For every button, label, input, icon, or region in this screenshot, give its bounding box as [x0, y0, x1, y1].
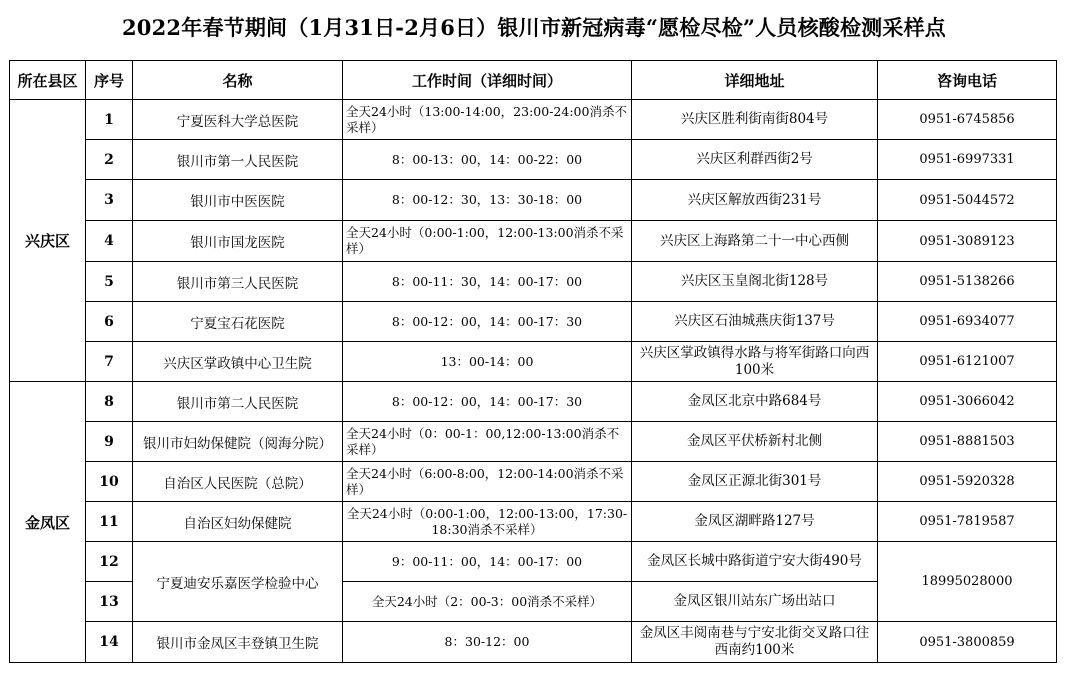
row-index: 2 — [86, 140, 133, 180]
table-row — [10, 342, 1057, 382]
work-time: 8：00-12：00，14：00-17：30 — [343, 382, 632, 422]
table-row — [10, 462, 1057, 502]
site-name: 银川市第二人民医院 — [133, 382, 343, 422]
row-index: 10 — [86, 462, 133, 502]
table-row — [10, 422, 1057, 462]
header-county: 所在县区 — [10, 61, 86, 100]
site-address: 兴庆区胜利街南街804号 — [632, 100, 878, 140]
work-time: 8：00-13：00，14：00-22：00 — [343, 140, 632, 180]
site-name: 银川市中医医院 — [133, 180, 343, 221]
phone-number: 0951-6745856 — [878, 100, 1057, 140]
site-name: 银川市金凤区丰登镇卫生院 — [133, 622, 343, 663]
table-row — [10, 221, 1057, 262]
site-address: 金凤区丰阅南巷与宁安北街交叉路口往西南约100米 — [632, 622, 878, 663]
phone-number: 0951-8881503 — [878, 422, 1057, 462]
site-name: 自治区人民医院（总院） — [133, 462, 343, 502]
site-address: 兴庆区石油城燕庆街137号 — [632, 302, 878, 342]
row-index: 11 — [86, 502, 133, 542]
work-time: 13：00-14：00 — [343, 342, 632, 382]
work-time: 全天24小时（0：00-1：00,12:00-13:00消杀不采样） — [343, 422, 632, 462]
site-name: 自治区妇幼保健院 — [133, 502, 343, 542]
site-address: 金凤区北京中路684号 — [632, 382, 878, 422]
row-index: 14 — [86, 622, 133, 663]
work-time: 全天24小时（2：00-3：00消杀不采样） — [343, 582, 632, 622]
phone-number: 0951-5044572 — [878, 180, 1057, 221]
row-index: 4 — [86, 221, 133, 262]
site-name: 银川市妇幼保健院（阅海分院） — [133, 422, 343, 462]
row-index: 9 — [86, 422, 133, 462]
site-address: 金凤区正源北街301号 — [632, 462, 878, 502]
work-time: 8：30-12：00 — [343, 622, 632, 663]
work-time: 8：00-11：30，14：00-17：00 — [343, 262, 632, 302]
phone-number: 0951-3066042 — [878, 382, 1057, 422]
header-name: 名称 — [133, 61, 343, 100]
site-name: 银川市第一人民医院 — [133, 140, 343, 180]
county-cell-xingqing: 兴庆区 — [10, 100, 86, 382]
phone-number: 0951-6997331 — [878, 140, 1057, 180]
table-row — [10, 622, 1057, 663]
table-row — [10, 180, 1057, 221]
table-row — [10, 542, 1057, 582]
page-title: 2022年春节期间（1月31日-2月6日）银川市新冠病毒“愿检尽检”人员核酸检测采样点 — [122, 15, 946, 40]
row-index: 1 — [86, 100, 133, 140]
row-index: 12 — [86, 542, 133, 582]
site-address: 金凤区湖畔路127号 — [632, 502, 878, 542]
site-address: 兴庆区利群西街2号 — [632, 140, 878, 180]
work-time: 全天24小时（13:00-14:00，23:00-24:00消杀不采样） — [343, 100, 632, 140]
site-name: 宁夏宝石花医院 — [133, 302, 343, 342]
table-row — [10, 262, 1057, 302]
row-index: 3 — [86, 180, 133, 221]
sampling-sites-table — [9, 60, 1057, 663]
row-index: 5 — [86, 262, 133, 302]
site-name: 兴庆区掌政镇中心卫生院 — [133, 342, 343, 382]
table-header-row — [10, 61, 1057, 100]
site-address: 金凤区长城中路街道宁安大街490号 — [632, 542, 878, 582]
table-row — [10, 100, 1057, 140]
site-name: 宁夏医科大学总医院 — [133, 100, 343, 140]
table-row — [10, 502, 1057, 542]
site-name: 宁夏迪安乐嘉医学检验中心 — [133, 542, 343, 622]
table-row — [10, 302, 1057, 342]
phone-number: 0951-3089123 — [878, 221, 1057, 262]
work-time: 全天24小时（0:00-1:00，12:00-13:00，17:30-18:30消杀不采样） — [343, 502, 632, 542]
row-index: 13 — [86, 582, 133, 622]
work-time: 全天24小时（6:00-8:00，12:00-14:00消杀不采样） — [343, 462, 632, 502]
site-address: 兴庆区玉皇阁北街128号 — [632, 262, 878, 302]
phone-number: 0951-5920328 — [878, 462, 1057, 502]
phone-number: 0951-6934077 — [878, 302, 1057, 342]
table-row — [10, 140, 1057, 180]
site-name: 银川市国龙医院 — [133, 221, 343, 262]
phone-number: 0951-3800859 — [878, 622, 1057, 663]
row-index: 7 — [86, 342, 133, 382]
site-address: 兴庆区解放西街231号 — [632, 180, 878, 221]
phone-number: 18995028000 — [878, 542, 1057, 622]
phone-number: 0951-6121007 — [878, 342, 1057, 382]
site-address: 金凤区银川站东广场出站口 — [632, 582, 878, 622]
header-index: 序号 — [86, 61, 133, 100]
site-address: 兴庆区掌政镇得水路与将军街路口向西100米 — [632, 342, 878, 382]
work-time: 全天24小时（0:00-1:00，12:00-13:00消杀不采样） — [343, 221, 632, 262]
site-address: 兴庆区上海路第二十一中心西侧 — [632, 221, 878, 262]
row-index: 8 — [86, 382, 133, 422]
phone-number: 0951-5138266 — [878, 262, 1057, 302]
row-index: 6 — [86, 302, 133, 342]
work-time: 8：00-12：30，13：30-18：00 — [343, 180, 632, 221]
header-phone: 咨询电话 — [878, 61, 1057, 100]
site-name: 银川市第三人民医院 — [133, 262, 343, 302]
work-time: 9：00-11：00，14：00-17：00 — [343, 542, 632, 582]
work-time: 8：00-12：00，14：00-17：30 — [343, 302, 632, 342]
site-address: 金凤区平伏桥新村北侧 — [632, 422, 878, 462]
header-address: 详细地址 — [632, 61, 878, 100]
phone-number: 0951-7819587 — [878, 502, 1057, 542]
table-row — [10, 382, 1057, 422]
county-cell-jinfeng: 金凤区 — [10, 382, 86, 663]
header-time: 工作时间（详细时间） — [343, 61, 632, 100]
